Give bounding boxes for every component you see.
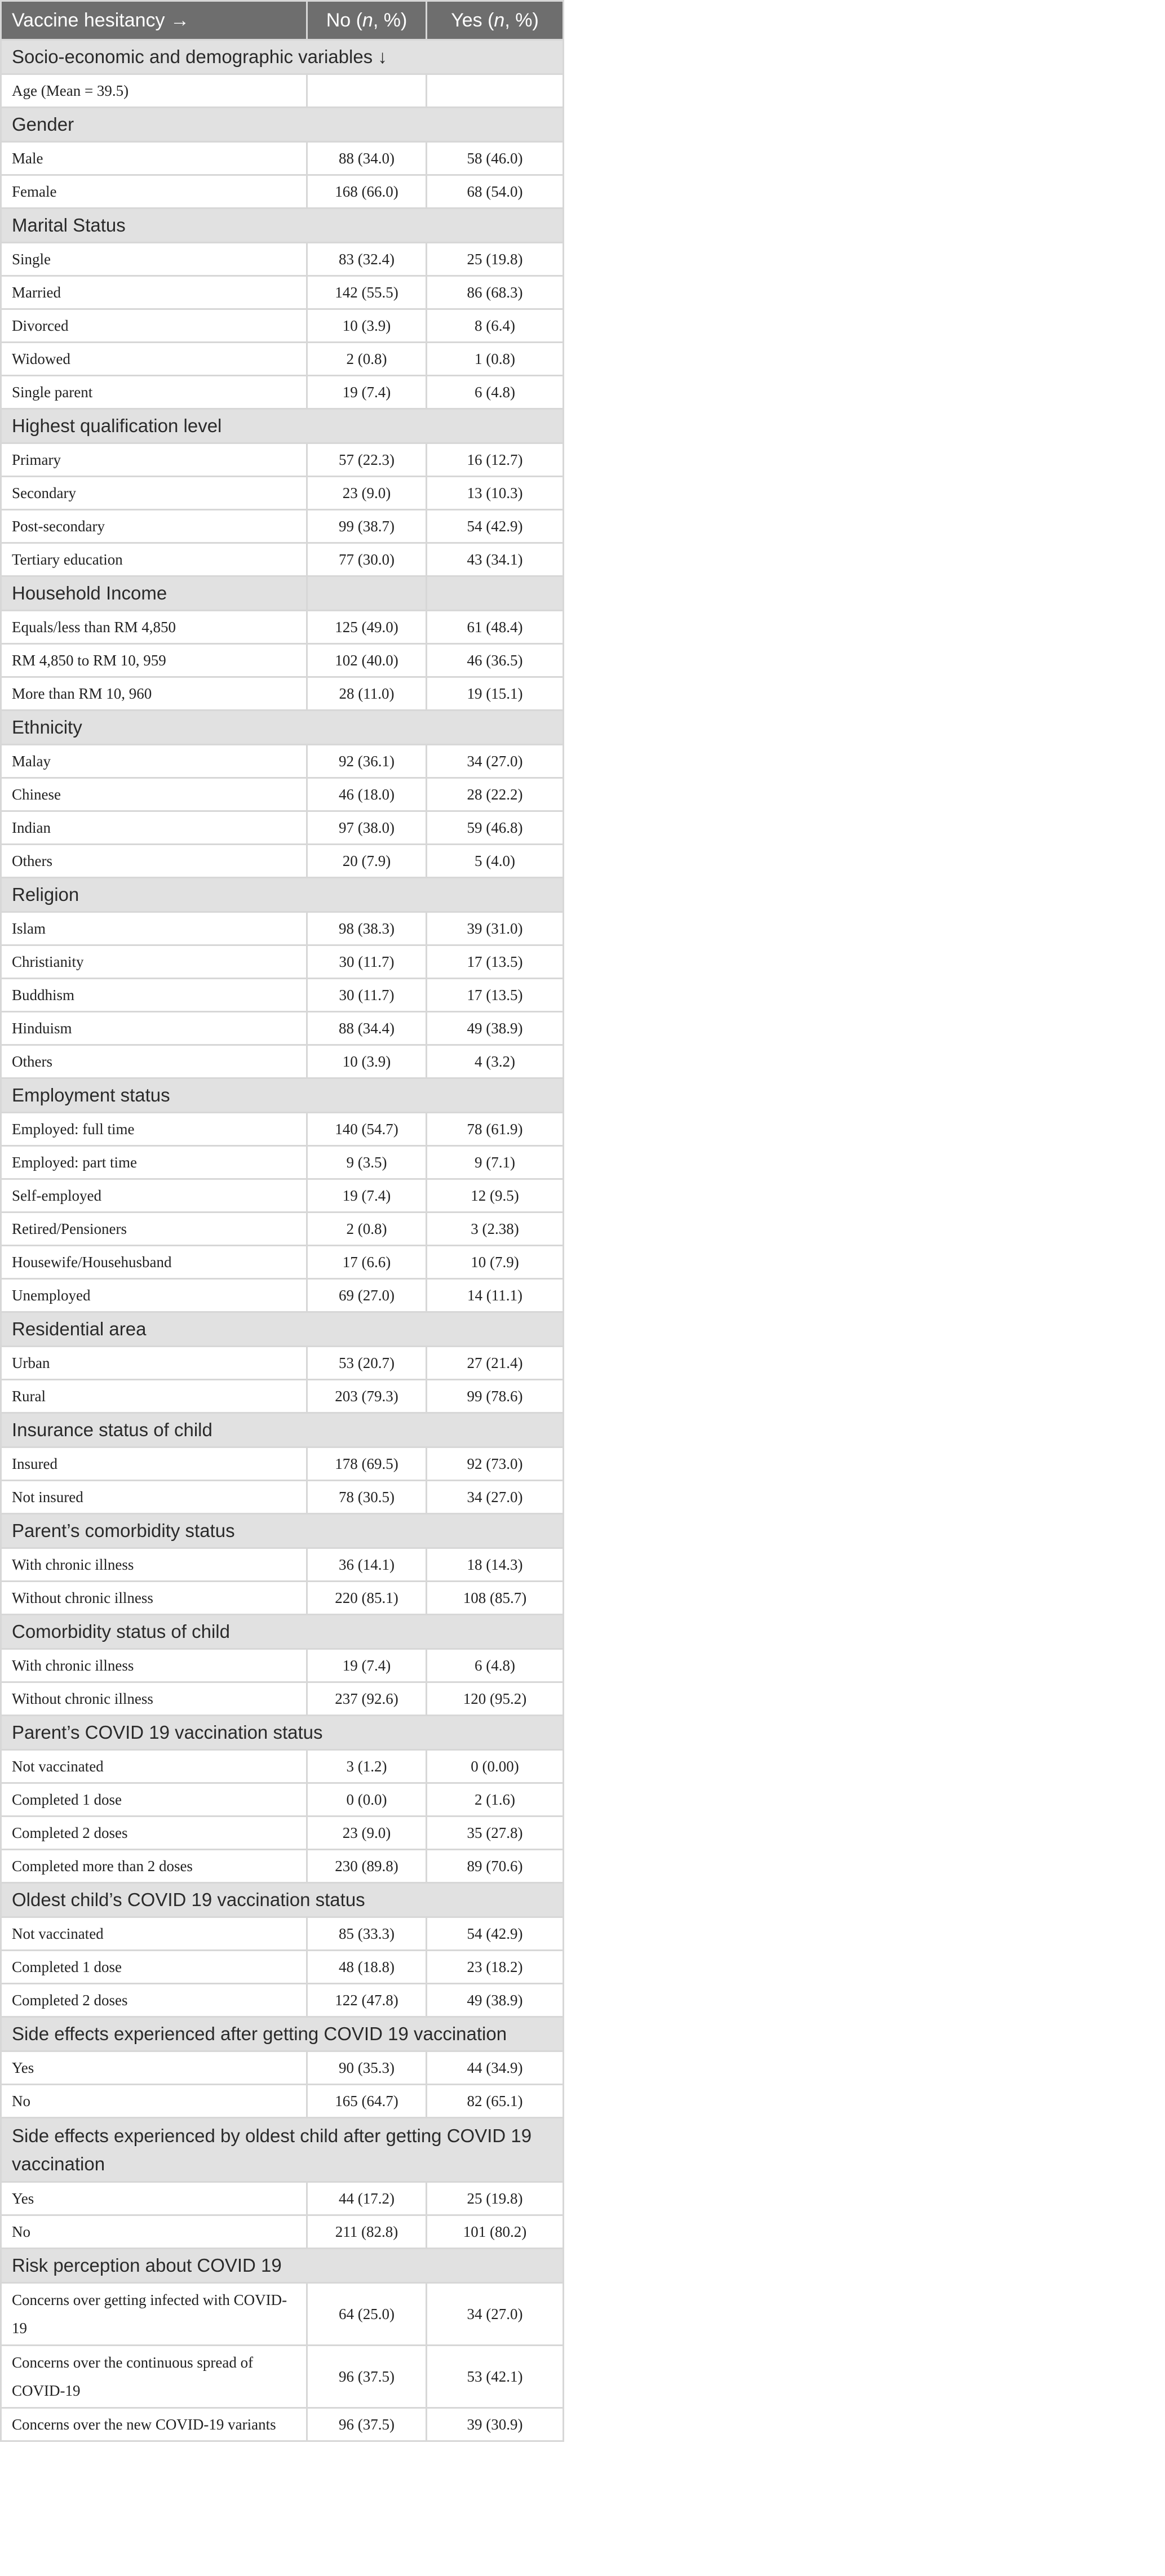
row-no-value: 142 (55.5): [307, 276, 427, 309]
table-row: [1, 343, 564, 376]
table-row: [1, 677, 564, 710]
row-label: Buddhism: [1, 979, 307, 1012]
row-no-value: 203 (79.3): [307, 1380, 427, 1413]
row-label: Rural: [1, 1380, 307, 1413]
row-no-value: 28 (11.0): [307, 677, 427, 710]
row-no-value: 211 (82.8): [307, 2215, 427, 2249]
row-label: Concerns over the new COVID-19 variants: [1, 2408, 307, 2441]
row-yes-value: 3 (2.38): [427, 1213, 564, 1246]
row-no-value: 178 (69.5): [307, 1447, 427, 1481]
table-row: [1, 74, 564, 108]
row-no-value: 77 (30.0): [307, 543, 427, 576]
row-label: Divorced: [1, 309, 307, 343]
table-row: [1, 1481, 564, 1514]
section-empty-cell: [427, 576, 564, 611]
row-no-value: 30 (11.7): [307, 979, 427, 1012]
section-title: Parent’s COVID 19 vaccination status: [1, 1716, 564, 1750]
row-no-value: 44 (17.2): [307, 2182, 427, 2215]
table-row: [1, 1984, 564, 2017]
table-row: [1, 243, 564, 276]
row-label: Insured: [1, 1447, 307, 1481]
section-title: Insurance status of child: [1, 1413, 564, 1447]
row-label: Primary: [1, 443, 307, 477]
row-no-value: 98 (38.3): [307, 912, 427, 945]
table-row: [1, 2182, 564, 2215]
row-label: Urban: [1, 1347, 307, 1380]
row-label: Not vaccinated: [1, 1917, 307, 1951]
row-label: Not insured: [1, 1481, 307, 1514]
row-label: More than RM 10, 960: [1, 677, 307, 710]
row-label: Completed more than 2 doses: [1, 1850, 307, 1883]
table-row: [1, 510, 564, 543]
section-title: Highest qualification level: [1, 409, 564, 443]
row-no-value: 168 (66.0): [307, 175, 427, 208]
table-row: [1, 778, 564, 811]
table-row: [1, 1582, 564, 1615]
row-yes-value: 17 (13.5): [427, 945, 564, 979]
row-no-value: 36 (14.1): [307, 1548, 427, 1582]
row-no-value: 30 (11.7): [307, 945, 427, 979]
row-no-value: 53 (20.7): [307, 1347, 427, 1380]
row-yes-value: 6 (4.8): [427, 1649, 564, 1682]
row-yes-value: 27 (21.4): [427, 1347, 564, 1380]
table-row: [1, 1146, 564, 1179]
row-label: Islam: [1, 912, 307, 945]
row-label: Unemployed: [1, 1279, 307, 1312]
row-no-value: 48 (18.8): [307, 1951, 427, 1984]
table-row: [1, 1045, 564, 1078]
row-yes-value: 78 (61.9): [427, 1113, 564, 1146]
table-row: [1, 1548, 564, 1582]
row-yes-value: 18 (14.3): [427, 1548, 564, 1582]
row-no-value: 10 (3.9): [307, 309, 427, 343]
row-label: Not vaccinated: [1, 1750, 307, 1783]
table-row: [1, 644, 564, 677]
row-yes-value: 82 (65.1): [427, 2085, 564, 2118]
row-yes-value: 34 (27.0): [427, 745, 564, 778]
section-header-row: [1, 1312, 564, 1347]
header-yes: Yes (n, %): [427, 1, 564, 40]
row-yes-value: 25 (19.8): [427, 2182, 564, 2215]
row-label: Housewife/Househusband: [1, 1246, 307, 1279]
header-vaccine-hesitancy: Vaccine hesitancy →: [1, 1, 307, 40]
row-yes-value: 49 (38.9): [427, 1012, 564, 1045]
row-label: Completed 1 dose: [1, 1783, 307, 1816]
row-yes-value: 68 (54.0): [427, 175, 564, 208]
table-row: [1, 1213, 564, 1246]
row-yes-value: 12 (9.5): [427, 1179, 564, 1213]
row-yes-value: 25 (19.8): [427, 243, 564, 276]
section-title: Risk perception about COVID 19: [1, 2249, 564, 2283]
row-no-value: 19 (7.4): [307, 1649, 427, 1682]
row-yes-value: 101 (80.2): [427, 2215, 564, 2249]
table-row: [1, 2408, 564, 2441]
table-row: [1, 477, 564, 510]
row-yes-value: 35 (27.8): [427, 1816, 564, 1850]
row-no-value: 19 (7.4): [307, 376, 427, 409]
row-yes-value: 19 (15.1): [427, 677, 564, 710]
table-header-row: [1, 1, 564, 40]
row-yes-value: 86 (68.3): [427, 276, 564, 309]
row-yes-value: 49 (38.9): [427, 1984, 564, 2017]
row-label: Age (Mean = 39.5): [1, 74, 307, 108]
row-label: Malay: [1, 745, 307, 778]
row-no-value: [307, 74, 427, 108]
table-row: [1, 175, 564, 208]
row-no-value: 83 (32.4): [307, 243, 427, 276]
table-row: [1, 376, 564, 409]
section-title: Household Income: [1, 576, 307, 611]
section-header-row: [1, 878, 564, 912]
table-row: [1, 309, 564, 343]
table-row: [1, 543, 564, 576]
row-yes-value: 0 (0.00): [427, 1750, 564, 1783]
row-no-value: 122 (47.8): [307, 1984, 427, 2017]
table-row: [1, 1850, 564, 1883]
row-yes-value: 39 (31.0): [427, 912, 564, 945]
row-label: With chronic illness: [1, 1649, 307, 1682]
section-title: Religion: [1, 878, 564, 912]
row-yes-value: 54 (42.9): [427, 510, 564, 543]
row-yes-value: 99 (78.6): [427, 1380, 564, 1413]
table-row: [1, 1816, 564, 1850]
section-title: Gender: [1, 108, 564, 142]
row-yes-value: 61 (48.4): [427, 611, 564, 644]
table-row: [1, 1750, 564, 1783]
row-label: Completed 1 dose: [1, 1951, 307, 1984]
table-row: [1, 1951, 564, 1984]
table-row: [1, 611, 564, 644]
row-yes-value: 2 (1.6): [427, 1783, 564, 1816]
row-label: Post-secondary: [1, 510, 307, 543]
row-yes-value: 59 (46.8): [427, 811, 564, 845]
row-label: No: [1, 2085, 307, 2118]
row-label: Male: [1, 142, 307, 175]
row-yes-value: 16 (12.7): [427, 443, 564, 477]
row-yes-value: 39 (30.9): [427, 2408, 564, 2441]
table-row: [1, 443, 564, 477]
table-row: [1, 1783, 564, 1816]
row-yes-value: 108 (85.7): [427, 1582, 564, 1615]
row-label: Tertiary education: [1, 543, 307, 576]
section-header-row: [1, 1716, 564, 1750]
row-no-value: 23 (9.0): [307, 477, 427, 510]
header-no: No (n, %): [307, 1, 427, 40]
section-header-row: [1, 2017, 564, 2051]
row-no-value: 69 (27.0): [307, 1279, 427, 1312]
section-header-row: [1, 1883, 564, 1917]
section-title: Residential area: [1, 1312, 564, 1347]
row-yes-value: 120 (95.2): [427, 1682, 564, 1716]
table-body: [1, 40, 564, 2441]
row-no-value: 9 (3.5): [307, 1146, 427, 1179]
vaccine-hesitancy-table: [0, 0, 564, 2442]
row-yes-value: 4 (3.2): [427, 1045, 564, 1078]
row-label: RM 4,850 to RM 10, 959: [1, 644, 307, 677]
table-row: [1, 142, 564, 175]
table-row: [1, 1447, 564, 1481]
row-yes-value: 46 (36.5): [427, 644, 564, 677]
row-yes-value: 6 (4.8): [427, 376, 564, 409]
section-title: Marital Status: [1, 208, 564, 243]
table-row: [1, 2085, 564, 2118]
section-header-row: [1, 409, 564, 443]
row-label: Christianity: [1, 945, 307, 979]
row-yes-value: [427, 74, 564, 108]
table-row: [1, 1917, 564, 1951]
row-no-value: 125 (49.0): [307, 611, 427, 644]
table-row: [1, 912, 564, 945]
row-no-value: 85 (33.3): [307, 1917, 427, 1951]
row-label: No: [1, 2215, 307, 2249]
table-row: [1, 2283, 564, 2346]
row-label: Equals/less than RM 4,850: [1, 611, 307, 644]
row-no-value: 19 (7.4): [307, 1179, 427, 1213]
row-label: Retired/Pensioners: [1, 1213, 307, 1246]
table-row: [1, 979, 564, 1012]
section-title: Oldest child’s COVID 19 vaccination status: [1, 1883, 564, 1917]
section-header-row: [1, 1078, 564, 1113]
row-no-value: 97 (38.0): [307, 811, 427, 845]
table-row: [1, 945, 564, 979]
row-no-value: 64 (25.0): [307, 2283, 427, 2346]
table-row: [1, 1347, 564, 1380]
row-label: Female: [1, 175, 307, 208]
row-yes-value: 13 (10.3): [427, 477, 564, 510]
row-no-value: 46 (18.0): [307, 778, 427, 811]
section-header-row: [1, 40, 564, 74]
row-no-value: 99 (38.7): [307, 510, 427, 543]
row-label: Concerns over the continuous spread of COVID-19: [1, 2346, 307, 2408]
section-empty-cell: [307, 576, 427, 611]
row-label: Completed 2 doses: [1, 1816, 307, 1850]
row-label: Others: [1, 845, 307, 878]
row-label: Widowed: [1, 343, 307, 376]
section-title: Side effects experienced after getting COVID 19 vaccination: [1, 2017, 564, 2051]
row-no-value: 57 (22.3): [307, 443, 427, 477]
table-row: [1, 1380, 564, 1413]
section-header-row: [1, 2118, 564, 2182]
section-header-row: [1, 1514, 564, 1548]
row-yes-value: 54 (42.9): [427, 1917, 564, 1951]
row-no-value: 237 (92.6): [307, 1682, 427, 1716]
row-label: Yes: [1, 2051, 307, 2085]
table-row: [1, 1649, 564, 1682]
table-row: [1, 1179, 564, 1213]
row-no-value: 88 (34.0): [307, 142, 427, 175]
row-no-value: 230 (89.8): [307, 1850, 427, 1883]
row-label: Employed: part time: [1, 1146, 307, 1179]
row-label: Completed 2 doses: [1, 1984, 307, 2017]
row-label: Hinduism: [1, 1012, 307, 1045]
row-label: Secondary: [1, 477, 307, 510]
row-yes-value: 23 (18.2): [427, 1951, 564, 1984]
row-no-value: 10 (3.9): [307, 1045, 427, 1078]
row-no-value: 2 (0.8): [307, 1213, 427, 1246]
section-title: Comorbidity status of child: [1, 1615, 564, 1649]
row-label: Others: [1, 1045, 307, 1078]
row-label: Indian: [1, 811, 307, 845]
section-header-row: [1, 576, 564, 611]
row-yes-value: 10 (7.9): [427, 1246, 564, 1279]
table-row: [1, 1012, 564, 1045]
row-yes-value: 58 (46.0): [427, 142, 564, 175]
row-no-value: 96 (37.5): [307, 2408, 427, 2441]
section-title: Socio-economic and demographic variables ↓: [1, 40, 564, 74]
row-no-value: 90 (35.3): [307, 2051, 427, 2085]
row-no-value: 3 (1.2): [307, 1750, 427, 1783]
row-yes-value: 53 (42.1): [427, 2346, 564, 2408]
row-yes-value: 92 (73.0): [427, 1447, 564, 1481]
section-title: Ethnicity: [1, 710, 564, 745]
row-no-value: 17 (6.6): [307, 1246, 427, 1279]
row-no-value: 2 (0.8): [307, 343, 427, 376]
table-row: [1, 811, 564, 845]
section-header-row: [1, 1413, 564, 1447]
row-label: Single parent: [1, 376, 307, 409]
table-row: [1, 2346, 564, 2408]
section-header-row: [1, 2249, 564, 2283]
row-label: Yes: [1, 2182, 307, 2215]
row-yes-value: 43 (34.1): [427, 543, 564, 576]
row-no-value: 165 (64.7): [307, 2085, 427, 2118]
table-row: [1, 2215, 564, 2249]
row-yes-value: 9 (7.1): [427, 1146, 564, 1179]
table-row: [1, 1279, 564, 1312]
row-no-value: 23 (9.0): [307, 1816, 427, 1850]
row-label: Employed: full time: [1, 1113, 307, 1146]
section-header-row: [1, 710, 564, 745]
table-row: [1, 2051, 564, 2085]
row-label: Self-employed: [1, 1179, 307, 1213]
table-row: [1, 845, 564, 878]
table-row: [1, 276, 564, 309]
row-no-value: 78 (30.5): [307, 1481, 427, 1514]
section-title: Employment status: [1, 1078, 564, 1113]
row-yes-value: 5 (4.0): [427, 845, 564, 878]
row-label: Married: [1, 276, 307, 309]
row-no-value: 92 (36.1): [307, 745, 427, 778]
row-label: Without chronic illness: [1, 1682, 307, 1716]
section-header-row: [1, 1615, 564, 1649]
row-no-value: 20 (7.9): [307, 845, 427, 878]
row-label: Without chronic illness: [1, 1582, 307, 1615]
section-title: Parent’s comorbidity status: [1, 1514, 564, 1548]
row-yes-value: 34 (27.0): [427, 1481, 564, 1514]
table-row: [1, 1682, 564, 1716]
row-yes-value: 1 (0.8): [427, 343, 564, 376]
row-no-value: 220 (85.1): [307, 1582, 427, 1615]
row-yes-value: 8 (6.4): [427, 309, 564, 343]
row-yes-value: 17 (13.5): [427, 979, 564, 1012]
row-label: Single: [1, 243, 307, 276]
row-label: Concerns over getting infected with COVID-19: [1, 2283, 307, 2346]
row-label: With chronic illness: [1, 1548, 307, 1582]
row-label: Chinese: [1, 778, 307, 811]
table-row: [1, 1246, 564, 1279]
row-no-value: 0 (0.0): [307, 1783, 427, 1816]
table-row: [1, 1113, 564, 1146]
row-yes-value: 89 (70.6): [427, 1850, 564, 1883]
row-yes-value: 34 (27.0): [427, 2283, 564, 2346]
section-title: Side effects experienced by oldest child after getting COVID 19 vaccination: [1, 2118, 564, 2182]
row-no-value: 140 (54.7): [307, 1113, 427, 1146]
row-yes-value: 28 (22.2): [427, 778, 564, 811]
row-no-value: 96 (37.5): [307, 2346, 427, 2408]
row-yes-value: 44 (34.9): [427, 2051, 564, 2085]
table-row: [1, 745, 564, 778]
row-no-value: 88 (34.4): [307, 1012, 427, 1045]
section-header-row: [1, 208, 564, 243]
row-no-value: 102 (40.0): [307, 644, 427, 677]
row-yes-value: 14 (11.1): [427, 1279, 564, 1312]
section-header-row: [1, 108, 564, 142]
